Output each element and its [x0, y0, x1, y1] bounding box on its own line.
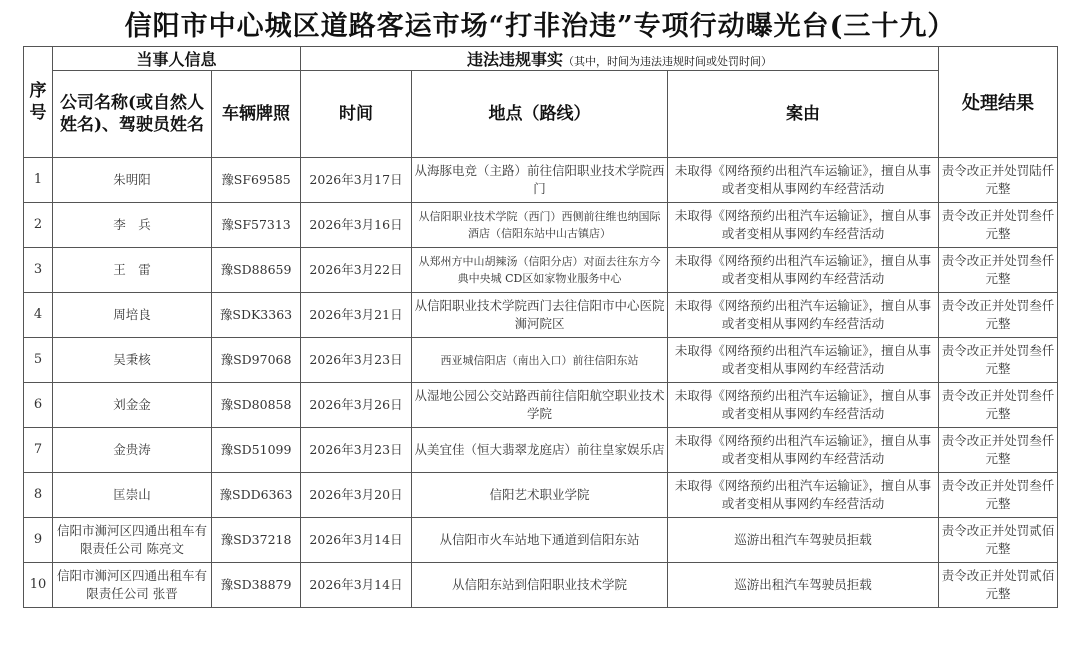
header-location: 地点（路线） — [412, 71, 668, 158]
cell-plate: 豫SD37218 — [212, 518, 301, 563]
header-time: 时间 — [301, 71, 412, 158]
cell-location: 从信阳市火车站地下通道到信阳东站 — [412, 518, 668, 563]
cell-time: 2026年3月22日 — [301, 248, 412, 293]
cell-name: 刘金金 — [53, 383, 212, 428]
header-party-group: 当事人信息 — [53, 47, 301, 71]
cell-result: 责令改正并处罚叁仟元整 — [939, 473, 1058, 518]
cell-result: 责令改正并处罚贰佰元整 — [939, 563, 1058, 608]
cell-time: 2026年3月14日 — [301, 563, 412, 608]
table-row — [24, 428, 1058, 473]
cell-plate: 豫SF69585 — [212, 158, 301, 203]
cell-seq: 9 — [24, 518, 53, 563]
header-result: 处理结果 — [939, 47, 1058, 158]
cell-result: 责令改正并处罚叁仟元整 — [939, 293, 1058, 338]
cell-seq: 2 — [24, 203, 53, 248]
cell-location: 从湿地公园公交站路西前往信阳航空职业技术学院 — [412, 383, 668, 428]
cell-time: 2026年3月23日 — [301, 428, 412, 473]
header-facts-label: 违法违规事实 — [467, 50, 564, 69]
cell-location: 从信阳职业技术学院（西门）西侧前往维也纳国际酒店（信阳东站中山古镇店） — [412, 203, 668, 248]
cell-time: 2026年3月26日 — [301, 383, 412, 428]
table-row — [24, 383, 1058, 428]
cell-reason: 未取得《网络预约出租汽车运输证》，擅自从事或者变相从事网约车经营活动 — [668, 473, 939, 518]
cell-time: 2026年3月23日 — [301, 338, 412, 383]
cell-location: 从海豚电竞（主路）前往信阳职业技术学院西门 — [412, 158, 668, 203]
header-row-bottom — [24, 71, 1058, 158]
cell-result: 责令改正并处罚叁仟元整 — [939, 248, 1058, 293]
cell-location: 从信阳东站到信阳职业技术学院 — [412, 563, 668, 608]
cell-location: 从美宜佳（恒大翡翠龙庭店）前往皇家娱乐店 — [412, 428, 668, 473]
cell-location: 从郑州方中山胡辣汤（信阳分店）对面去往东方今典中央城 CD区如家物业服务中心 — [412, 248, 668, 293]
cell-reason: 未取得《网络预约出租汽车运输证》，擅自从事或者变相从事网约车经营活动 — [668, 338, 939, 383]
cell-result: 责令改正并处罚贰佰元整 — [939, 518, 1058, 563]
cell-result: 责令改正并处罚陆仟元整 — [939, 158, 1058, 203]
table-row — [24, 563, 1058, 608]
cell-plate: 豫SD88659 — [212, 248, 301, 293]
cell-name: 匡崇山 — [53, 473, 212, 518]
cell-reason: 巡游出租汽车驾驶员拒载 — [668, 563, 939, 608]
cell-seq: 7 — [24, 428, 53, 473]
header-row-top — [24, 47, 1058, 71]
header-facts-group — [301, 47, 939, 71]
cell-name: 李 兵 — [53, 203, 212, 248]
cell-location: 从信阳职业技术学院西门去往信阳市中心医院浉河院区 — [412, 293, 668, 338]
cell-location: 西亚城信阳店（南出入口）前往信阳东站 — [412, 338, 668, 383]
cell-plate: 豫SD97068 — [212, 338, 301, 383]
cell-plate: 豫SD51099 — [212, 428, 301, 473]
header-seq: 序号 — [24, 47, 53, 158]
cell-seq: 6 — [24, 383, 53, 428]
cell-name: 信阳市浉河区四通出租车有限责任公司 张晋 — [53, 563, 212, 608]
cell-reason: 未取得《网络预约出租汽车运输证》，擅自从事或者变相从事网约车经营活动 — [668, 248, 939, 293]
table-row — [24, 158, 1058, 203]
cell-time: 2026年3月20日 — [301, 473, 412, 518]
cell-name: 王 雷 — [53, 248, 212, 293]
cell-reason: 巡游出租汽车驾驶员拒载 — [668, 518, 939, 563]
cell-reason: 未取得《网络预约出租汽车运输证》，擅自从事或者变相从事网约车经营活动 — [668, 383, 939, 428]
table-row — [24, 203, 1058, 248]
cell-name: 周培良 — [53, 293, 212, 338]
table-row — [24, 293, 1058, 338]
cell-reason: 未取得《网络预约出租汽车运输证》，擅自从事或者变相从事网约车经营活动 — [668, 158, 939, 203]
page-title: 信阳市中心城区道路客运市场“打非治违”专项行动曝光台(三十九） — [124, 11, 956, 42]
cell-plate: 豫SDD6363 — [212, 473, 301, 518]
cell-name: 金贵涛 — [53, 428, 212, 473]
cell-result: 责令改正并处罚叁仟元整 — [939, 428, 1058, 473]
cell-result: 责令改正并处罚叁仟元整 — [939, 338, 1058, 383]
cell-result: 责令改正并处罚叁仟元整 — [939, 383, 1058, 428]
cell-result: 责令改正并处罚叁仟元整 — [939, 203, 1058, 248]
cell-name: 吴秉核 — [53, 338, 212, 383]
cell-reason: 未取得《网络预约出租汽车运输证》，擅自从事或者变相从事网约车经营活动 — [668, 203, 939, 248]
cell-time: 2026年3月17日 — [301, 158, 412, 203]
cell-reason: 未取得《网络预约出租汽车运输证》，擅自从事或者变相从事网约车经营活动 — [668, 293, 939, 338]
header-plate: 车辆牌照 — [212, 71, 301, 158]
cell-plate: 豫SD80858 — [212, 383, 301, 428]
cell-time: 2026年3月21日 — [301, 293, 412, 338]
cell-seq: 3 — [24, 248, 53, 293]
table-row — [24, 473, 1058, 518]
cell-location: 信阳艺术职业学院 — [412, 473, 668, 518]
cell-name: 朱明阳 — [53, 158, 212, 203]
cell-seq: 5 — [24, 338, 53, 383]
violations-table — [23, 46, 1058, 608]
cell-seq: 10 — [24, 563, 53, 608]
cell-plate: 豫SDK3363 — [212, 293, 301, 338]
cell-time: 2026年3月14日 — [301, 518, 412, 563]
cell-plate: 豫SD38879 — [212, 563, 301, 608]
cell-seq: 8 — [24, 473, 53, 518]
table-row — [24, 248, 1058, 293]
table-row — [24, 338, 1058, 383]
table-row — [24, 518, 1058, 563]
header-company: 公司名称(或自然人姓名)、驾驶员姓名 — [53, 71, 212, 158]
cell-plate: 豫SF57313 — [212, 203, 301, 248]
cell-reason: 未取得《网络预约出租汽车运输证》，擅自从事或者变相从事网约车经营活动 — [668, 428, 939, 473]
cell-time: 2026年3月16日 — [301, 203, 412, 248]
cell-name: 信阳市浉河区四通出租车有限责任公司 陈亮文 — [53, 518, 212, 563]
header-facts-note: （其中，时间为违法违规时间或处罚时间） — [563, 55, 773, 68]
cell-seq: 4 — [24, 293, 53, 338]
cell-seq: 1 — [24, 158, 53, 203]
header-reason: 案由 — [668, 71, 939, 158]
